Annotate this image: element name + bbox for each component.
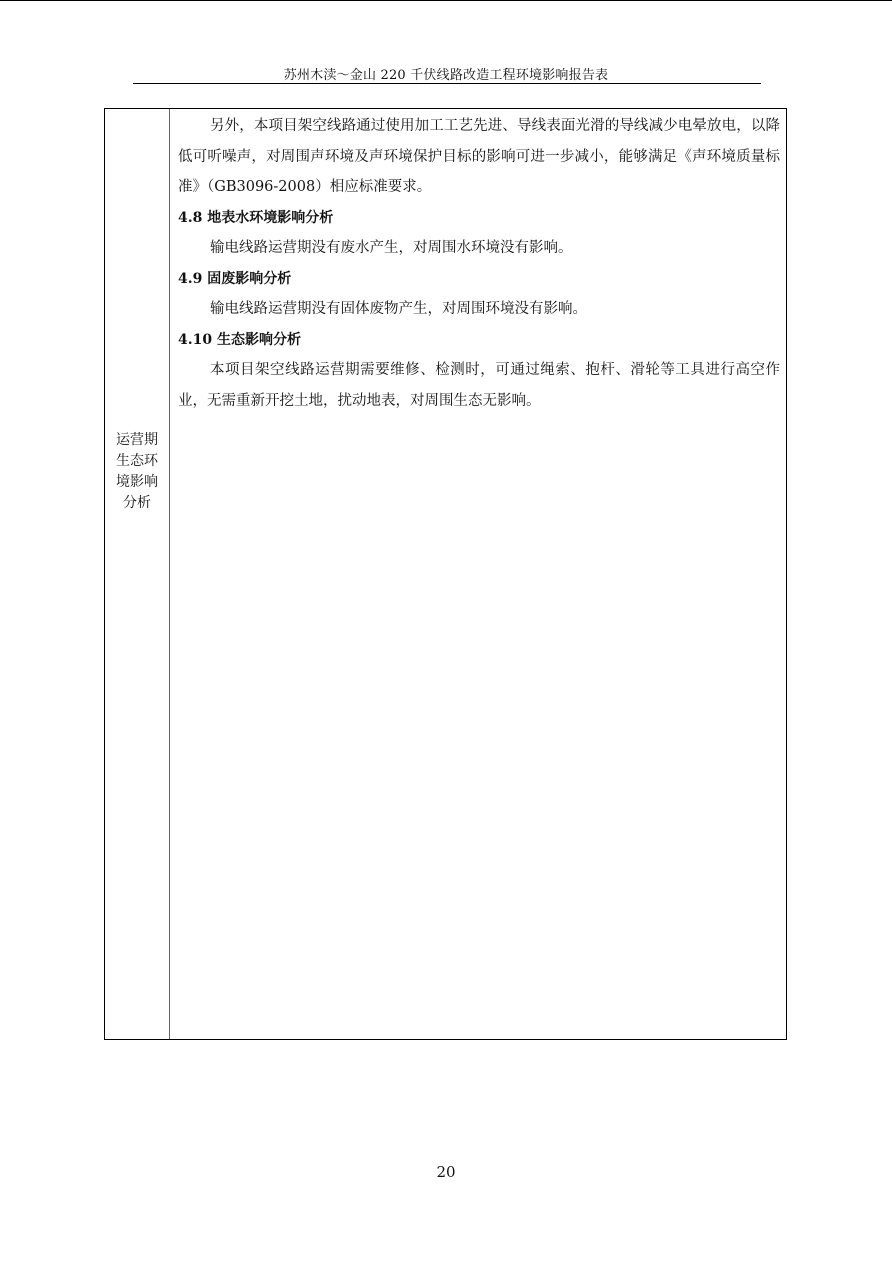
noise-paragraph: 另外，本项目架空线路通过使用加工工艺先进、导线表面光滑的导线减少电晕放电，以降低可听噪声，对周围声环境及声环境保护目标的影响可进一步减小，能够满足《声环境质量标准》（GB3096-2008）相应标准要求。	[178, 118, 780, 195]
table-content-cell	[178, 111, 780, 416]
section-heading-ecology: 4.10 生态影响分析	[178, 331, 301, 348]
section-heading-solid-waste: 4.9 固废影响分析	[178, 270, 292, 287]
section-heading-surface-water: 4.8 地表水环境影响分析	[178, 209, 334, 226]
section-text-surface-water: 输电线路运营期没有废水产生，对周围水环境没有影响。	[210, 240, 573, 256]
page-top-border	[0, 0, 892, 1]
row-label-line: 生态环	[116, 453, 158, 469]
header-rule	[133, 83, 761, 84]
row-label-line: 运营期	[116, 432, 158, 448]
page-number: 20	[436, 1163, 456, 1181]
row-label-line: 境影响	[116, 474, 158, 490]
row-label	[106, 430, 168, 514]
section-text-ecology: 本项目架空线路运营期需要维修、检测时，可通过绳索、抱杆、滑轮等工具进行高空作业，无需重新开挖土地，扰动地表，对周围生态无影响。	[178, 362, 780, 409]
section-text-solid-waste: 输电线路运营期没有固体废物产生，对周围环境没有影响。	[210, 301, 587, 317]
table-column-divider	[169, 109, 170, 1039]
report-header-title: 苏州木渎～金山 220 千伏线路改造工程环境影响报告表	[283, 68, 609, 83]
row-label-line: 分析	[123, 495, 151, 511]
